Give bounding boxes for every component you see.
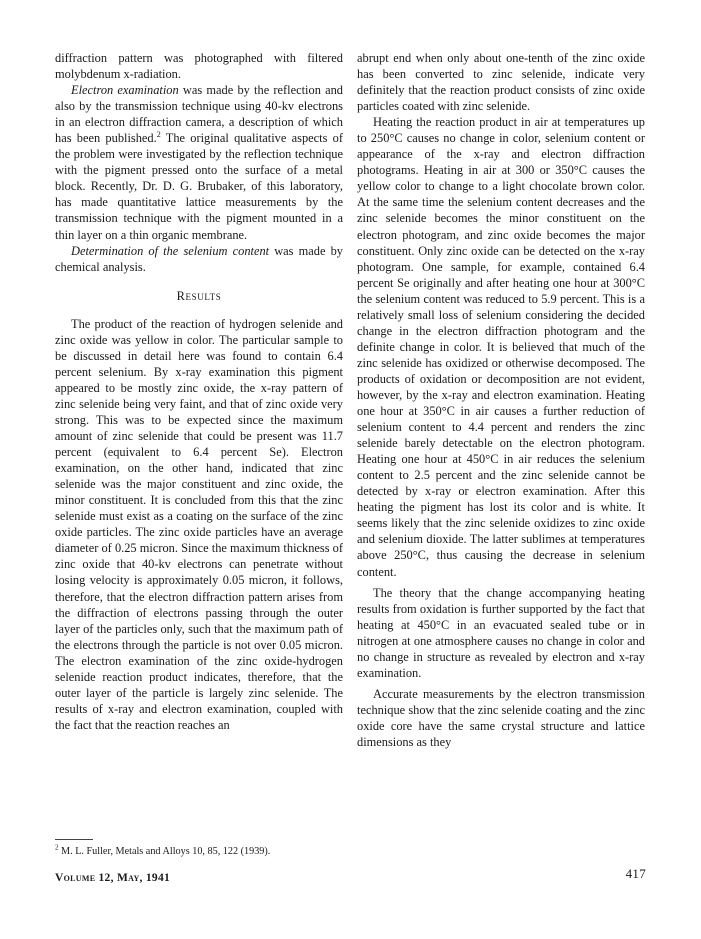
- left-paragraph-4: The product of the reaction of hydrogen selenide and zinc oxide was yellow in color. The particular sample to be discussed in detail here was found to contain 6.4 percent selenium. By x-ray examination this pigment appeared to be mostly zinc oxide, the x-ray pattern of zinc selenide being very faint, and that of zinc oxide very strong. This was to be expected since the maximum amount of zinc selenide that could be present was 11.7 percent (equivalent to 6.4 percent Se). Electron examination, on the other hand, indicated that zinc selenide was the major constituent and zinc oxide, the minor constituent. It is concluded from this that the zinc selenide must exist as a coating on the surface of the zinc oxide particles. The zinc oxide particles have an average diameter of 0.25 micron. Since the maximum thickness of zinc oxide that 40-kv electrons can penetrate without losing velocity is approximately 0.05 micron, it follows, therefore, that the electron diffraction pattern arises from the diffraction of electrons passing through the outer layer of the particles only, such that the maximum path of the electrons through the particle is not over 0.05 micron. The electron examination of the zinc oxide-hydrogen selenide reaction product indicates, therefore, that the outer layer of the particle is largely zinc selenide. The results of x-ray and electron examination, coupled with the fact that the reaction reaches an: [55, 316, 343, 732]
- right-paragraph-1: abrupt end when only about one-tenth of the zinc oxide has been converted to zinc selenide, indicate very definitely that the reaction product consists of zinc oxide particles coated with zinc selenide.: [357, 51, 645, 114]
- volume-footer: Volume 12, May, 1941: [55, 872, 171, 884]
- electron-examination-runin: Electron examination: [71, 83, 179, 98]
- right-paragraph-3: The theory that the change accompanying heating results from oxidation is further supported by the fact that heating at 450°C in an evacuated sealed tube or in nitrogen at one atmosphere causes no change in color and no change in structure as revealed by electron and x-ray examination.: [357, 585, 645, 680]
- left-paragraph-2: [55, 82, 343, 242]
- footnote: [55, 845, 355, 858]
- left-paragraph-3: [55, 243, 343, 275]
- left-column: [55, 50, 343, 733]
- selenium-content-runin: Determination of the selenium content: [71, 243, 270, 258]
- page-number: 417: [625, 866, 646, 881]
- left-paragraph-3-text: was made by chemical analysis.: [55, 243, 343, 274]
- right-paragraph-2: Heating the reaction product in air at temperatures up to 250°C causes no change in color, selenium content or appearance of the x-ray and electron diffraction photograms. Heating in air at 300 or 350°C causes the yellow color to change to a light chocolate brown color. At the same time the selenium content decreases and the zinc selenide becomes the minor constituent on the electron photogram, and zinc oxide becomes the major constituent. Only zinc oxide can be detected on the x-ray photogram. One sample, for example, contained 6.4 percent Se originally and after heating one hour at 300°C the selenium content was reduced to 5.9 percent. This is a relatively small loss of selenium considering the decided change in the electron diffraction photogram and the definite change in color. It is believed that much of the zinc selenide has oxidized or otherwise decomposed. The products of oxidation or decomposition are not evident, however, by the x-ray and electron examination. Heating one hour at 350°C in air causes a further reduction of selenium content to 4.4 percent and renders the zinc selenide barely detectable on the electron photogram. Heating one hour at 450°C in air reduces the selenium content to 2.5 percent and the zinc selenide cannot be detected by x-ray or electron examination. After this heating the pigment has lost its color and is white. It seems likely that the zinc selenide oxidizes to zinc oxide and selenium dioxide. The latter sublimes at temperatures above 250°C, thus causing the decrease in selenium content.: [357, 115, 645, 579]
- footnote-mark: 2: [55, 843, 59, 852]
- left-paragraph-2-text: was made by the reflection and also by the transmission technique using 40-kv electrons in an electron diffraction camera, a description of which has been published.: [55, 83, 343, 146]
- left-paragraph-1: diffraction pattern was photographed with filtered molybdenum x-radiation.: [55, 51, 343, 82]
- footnote-text: M. L. Fuller, Metals and Alloys 10, 85, 122 (1939).: [58, 846, 271, 857]
- right-column: [357, 50, 645, 750]
- right-paragraph-4: Accurate measurements by the electron transmission technique show that the zinc selenide coating and the zinc oxide core have the same crystal structure and lattice dimensions as they: [357, 686, 645, 749]
- results-heading: Results: [176, 288, 222, 303]
- left-paragraph-2-text-cont: The original qualitative aspects of the problem were investigated by the reflection technique with the pigment pressed onto the surface of a metal block. Recently, Dr. D. G. Brubaker, of this laboratory, has made quantitative lattice measurements by the transmission technique with the pigment mounted in a thin layer on a thin organic membrane.: [55, 131, 343, 242]
- footnote-divider: [55, 839, 93, 840]
- reference-mark: 2: [156, 130, 161, 140]
